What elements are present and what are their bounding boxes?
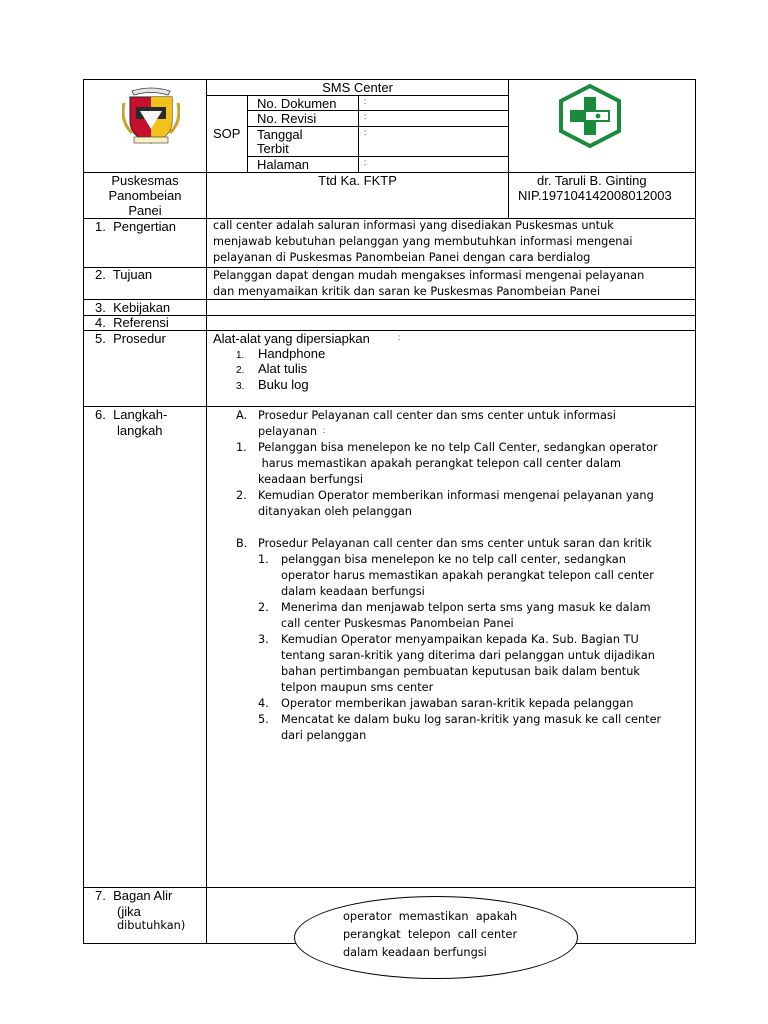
prosedur-item: Handphone [258, 346, 326, 361]
langkah-a-title: Prosedur Pelayanan call center dan sms center untuk informasi [258, 409, 616, 422]
section-tujuan-label: 2. Tujuan [95, 267, 153, 282]
section-langkah-label-cont: langkah [117, 423, 163, 438]
langkah-b-item-num: 5. [258, 713, 269, 726]
prosedur-intro: Alat-alat yang dipersiapkan [213, 331, 370, 346]
langkah-a-letter: A. [236, 409, 248, 422]
langkah-a-colon: : [323, 426, 326, 435]
langkah-b-item-line: bahan pertimbangan pembuatan keputusan baik dalam bentuk [281, 665, 640, 678]
signer-name: dr. Taruli B. Ginting [537, 173, 647, 188]
section-bagan-label-cont: (jika [117, 904, 141, 919]
signed-by: Ttd Ka. FKTP [318, 173, 397, 188]
langkah-b-item-line: operator harus memastikan apakah perangkat telepon call center [281, 569, 654, 582]
field-no-dokumen-label: No. Dokumen [257, 96, 337, 111]
langkah-b-item-num: 1. [258, 553, 269, 566]
langkah-b-item-line: Operator memberikan jawaban saran-kritik kepada pelanggan [281, 697, 634, 710]
left-logo [122, 85, 180, 149]
prosedur-item-num: 3. [236, 381, 245, 392]
flowchart-oval-line: operator memastikan apakah [343, 910, 518, 923]
field-no-revisi-value: : [364, 112, 367, 121]
langkah-b-item-num: 3. [258, 633, 269, 646]
prosedur-item: Buku log [258, 377, 309, 392]
langkah-b-item-line: telpon maupun sms center [281, 681, 434, 694]
field-terbit-label: Terbit [257, 141, 289, 156]
field-halaman-label: Halaman [257, 157, 310, 172]
field-no-dokumen-value: : [364, 97, 367, 106]
section-kebijakan-label: 3. Kebijakan [95, 300, 171, 315]
sop-label: SOP [213, 126, 241, 141]
org-name-line1: Puskesmas [111, 173, 179, 188]
flowchart-oval-line: dalam keadaan berfungsi [343, 946, 487, 959]
tujuan-line: dan menyamaikan kritik dan saran ke Puskesmas Panombeian Panei [213, 285, 601, 298]
section-langkah-label: 6. Langkah- [95, 407, 168, 422]
section-bagan-label: 7. Bagan Alir [95, 888, 173, 903]
langkah-b-item-line: dalam keadaan berfungsi [281, 585, 425, 598]
langkah-b-item-line: Kemudian Operator menyampaikan kepada Ka. Sub. Bagian TU [281, 633, 639, 646]
section-prosedur-label: 5. Prosedur [95, 331, 166, 346]
pengertian-line: menjawab kebutuhan pelanggan yang membutuhkan informasi mengenai [213, 235, 633, 248]
langkah-a-item-line: harus memastikan apakah perangkat telepon call center dalam [258, 457, 622, 470]
right-logo [556, 84, 624, 148]
prosedur-item-num: 1. [236, 350, 245, 361]
langkah-a-item-line: Pelanggan bisa menelepon ke no telp Call Center, sedangkan operator [258, 441, 658, 454]
langkah-b-item-num: 4. [258, 697, 269, 710]
langkah-b-letter: B. [236, 537, 248, 550]
section-pengertian-label: 1. Pengertian [95, 219, 176, 234]
section-bagan-label-cont: dibutuhkan) [117, 919, 186, 932]
prosedur-item: Alat tulis [258, 361, 308, 376]
langkah-b-item-line: dari pelanggan [281, 729, 367, 742]
signer-nip: NIP.197104142008012003 [518, 188, 672, 203]
langkah-b-item-line: tentang saran-kritik yang diterima dari pelanggan untuk dijadikan [281, 649, 655, 662]
langkah-a-item-num: 2. [236, 489, 247, 502]
field-tanggal-label: Tanggal [257, 127, 303, 142]
pengertian-line: pelayanan di Puskesmas Panombeian Panei dengan cara berdialog [213, 251, 591, 264]
langkah-b-item-line: Mencatat ke dalam buku log saran-kritik yang masuk ke call center [281, 713, 662, 726]
langkah-b-item-num: 2. [258, 601, 269, 614]
langkah-b-item-line: Menerima dan menjawab telpon serta sms yang masuk ke dalam [281, 601, 651, 614]
langkah-b-item-line: pelanggan bisa menelepon ke no telp call center, sedangkan [281, 553, 626, 566]
prosedur-intro-colon: : [398, 333, 401, 342]
langkah-a-item-num: 1. [236, 441, 247, 454]
org-name-line2: Panombeian [108, 188, 182, 203]
langkah-b-title: Prosedur Pelayanan call center dan sms center untuk saran dan kritik [258, 537, 652, 550]
langkah-a-item-line: Kemudian Operator memberikan informasi mengenai pelayanan yang [258, 489, 654, 502]
pengertian-line: call center adalah saluran informasi yang disediakan Puskesmas untuk [213, 219, 614, 232]
tujuan-line: Pelanggan dapat dengan mudah mengakses informasi mengenai pelayanan [213, 269, 645, 282]
field-halaman-value: : [364, 158, 367, 167]
field-no-revisi-label: No. Revisi [257, 111, 317, 126]
langkah-a-item-line: keadaan berfungsi [258, 473, 364, 486]
langkah-a-title: pelayanan [258, 425, 318, 438]
org-name-line3: Panei [128, 203, 162, 218]
document-title: SMS Center [322, 80, 393, 95]
langkah-a-item-line: ditanyakan oleh pelanggan [258, 505, 412, 518]
prosedur-item-num: 2. [236, 365, 245, 376]
flowchart-oval-line: perangkat telepon call center [343, 928, 518, 941]
langkah-b-item-line: call center Puskesmas Panombeian Panei [281, 617, 514, 630]
section-referensi-label: 4. Referensi [95, 315, 169, 330]
field-tanggal-value: : [364, 128, 367, 137]
